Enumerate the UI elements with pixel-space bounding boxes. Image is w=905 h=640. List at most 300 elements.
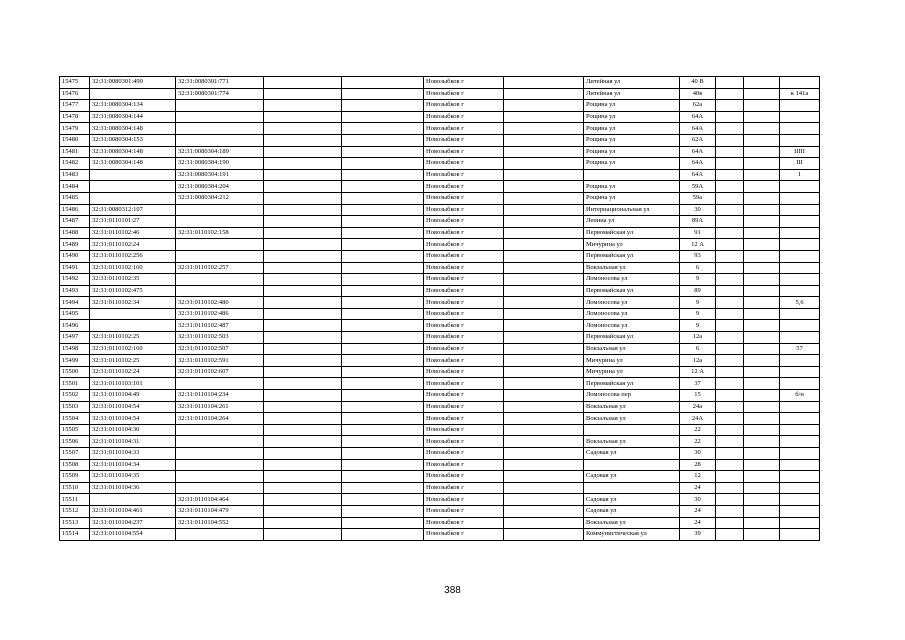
street-cell: Мичурина ул: [584, 366, 680, 378]
house-cell: 64А: [680, 158, 716, 170]
empty-cell-c: [504, 123, 584, 135]
empty-cell-e: [744, 320, 780, 332]
empty-cell-a: [264, 320, 342, 332]
table-row: [60, 343, 820, 355]
note-cell: [780, 413, 820, 425]
table-row: [60, 436, 820, 448]
empty-cell-c: [504, 471, 584, 483]
empty-cell-a: [264, 134, 342, 146]
empty-cell-e: [744, 378, 780, 390]
street-cell: Вокзальная ул: [584, 413, 680, 425]
building-number-cell: 32:31:0110102:158: [176, 227, 264, 239]
city-cell: Новозыбков г: [424, 343, 504, 355]
row-number-cell: 15501: [60, 378, 90, 390]
empty-cell-a: [264, 413, 342, 425]
empty-cell-e: [744, 134, 780, 146]
building-number-cell: [176, 471, 264, 483]
street-cell: Мичурина ул: [584, 239, 680, 251]
empty-cell-d: [716, 424, 744, 436]
empty-cell-a: [264, 378, 342, 390]
table-row: [60, 181, 820, 193]
empty-cell-b: [342, 343, 424, 355]
empty-cell-c: [504, 297, 584, 309]
city-cell: Новозыбков г: [424, 471, 504, 483]
row-number-cell: 15513: [60, 517, 90, 529]
house-cell: 24а: [680, 401, 716, 413]
empty-cell-c: [504, 285, 584, 297]
empty-cell-d: [716, 505, 744, 517]
building-number-cell: 32:31:0080304:189: [176, 146, 264, 158]
table-row: [60, 111, 820, 123]
empty-cell-c: [504, 100, 584, 112]
parcel-number-cell: 32:31:0110104:36: [90, 482, 176, 494]
note-cell: [780, 436, 820, 448]
empty-cell-c: [504, 204, 584, 216]
parcel-number-cell: 32:31:0110104:237: [90, 517, 176, 529]
street-cell: [584, 169, 680, 181]
city-cell: Новозыбков г: [424, 308, 504, 320]
table-row: [60, 413, 820, 425]
empty-cell-e: [744, 169, 780, 181]
table-row: [60, 320, 820, 332]
empty-cell-d: [716, 285, 744, 297]
street-cell: Коммунистическая ул: [584, 529, 680, 541]
empty-cell-e: [744, 436, 780, 448]
empty-cell-e: [744, 505, 780, 517]
table-row: [60, 505, 820, 517]
city-cell: Новозыбков г: [424, 88, 504, 100]
table-row: [60, 459, 820, 471]
building-number-cell: [176, 204, 264, 216]
building-number-cell: [176, 378, 264, 390]
house-cell: 24: [680, 517, 716, 529]
empty-cell-d: [716, 100, 744, 112]
house-cell: 9: [680, 308, 716, 320]
empty-cell-b: [342, 239, 424, 251]
note-cell: [780, 111, 820, 123]
empty-cell-d: [716, 366, 744, 378]
empty-cell-e: [744, 158, 780, 170]
house-cell: 9: [680, 320, 716, 332]
empty-cell-a: [264, 158, 342, 170]
empty-cell-b: [342, 77, 424, 89]
empty-cell-e: [744, 88, 780, 100]
empty-cell-c: [504, 216, 584, 228]
empty-cell-d: [716, 436, 744, 448]
city-cell: Новозыбков г: [424, 413, 504, 425]
empty-cell-c: [504, 158, 584, 170]
table-row: [60, 424, 820, 436]
table-row: [60, 227, 820, 239]
row-number-cell: 15496: [60, 320, 90, 332]
table-row: [60, 262, 820, 274]
table-row: [60, 77, 820, 89]
empty-cell-a: [264, 343, 342, 355]
row-number-cell: 15500: [60, 366, 90, 378]
street-cell: Ленина ул: [584, 216, 680, 228]
empty-cell-c: [504, 355, 584, 367]
parcel-number-cell: [90, 169, 176, 181]
empty-cell-d: [716, 227, 744, 239]
empty-cell-b: [342, 320, 424, 332]
empty-cell-a: [264, 111, 342, 123]
parcel-number-cell: [90, 181, 176, 193]
house-cell: 93: [680, 250, 716, 262]
empty-cell-a: [264, 216, 342, 228]
house-cell: 12 А: [680, 239, 716, 251]
building-number-cell: 32:31:0080304:191: [176, 169, 264, 181]
street-cell: Рощина ул: [584, 111, 680, 123]
note-cell: [780, 529, 820, 541]
note-cell: [780, 250, 820, 262]
city-cell: Новозыбков г: [424, 448, 504, 460]
parcel-number-cell: 32:31:0080304:148: [90, 123, 176, 135]
cadastral-table: [59, 76, 820, 541]
note-cell: III: [780, 158, 820, 170]
house-cell: 64А: [680, 123, 716, 135]
empty-cell-d: [716, 77, 744, 89]
parcel-number-cell: [90, 308, 176, 320]
empty-cell-e: [744, 227, 780, 239]
parcel-number-cell: [90, 494, 176, 506]
empty-cell-b: [342, 250, 424, 262]
empty-cell-a: [264, 355, 342, 367]
building-number-cell: [176, 285, 264, 297]
empty-cell-b: [342, 134, 424, 146]
table-row: [60, 366, 820, 378]
house-cell: 9: [680, 274, 716, 286]
building-number-cell: 32:31:0110102:591: [176, 355, 264, 367]
house-cell: 39: [680, 529, 716, 541]
street-cell: Вокзальная ул: [584, 517, 680, 529]
city-cell: Новозыбков г: [424, 320, 504, 332]
empty-cell-c: [504, 239, 584, 251]
empty-cell-e: [744, 448, 780, 460]
street-cell: [584, 424, 680, 436]
street-cell: Первомайская ул: [584, 227, 680, 239]
empty-cell-b: [342, 332, 424, 344]
city-cell: Новозыбков г: [424, 378, 504, 390]
city-cell: Новозыбков г: [424, 158, 504, 170]
table-row: [60, 355, 820, 367]
empty-cell-c: [504, 88, 584, 100]
empty-cell-a: [264, 529, 342, 541]
city-cell: Новозыбков г: [424, 401, 504, 413]
building-number-cell: [176, 448, 264, 460]
empty-cell-c: [504, 227, 584, 239]
empty-cell-a: [264, 146, 342, 158]
empty-cell-a: [264, 297, 342, 309]
empty-cell-a: [264, 262, 342, 274]
empty-cell-a: [264, 471, 342, 483]
city-cell: Новозыбков г: [424, 100, 504, 112]
street-cell: Рощина ул: [584, 134, 680, 146]
building-number-cell: 32:31:0110104:261: [176, 401, 264, 413]
city-cell: Новозыбков г: [424, 134, 504, 146]
table-row: [60, 192, 820, 204]
empty-cell-e: [744, 332, 780, 344]
note-cell: [780, 424, 820, 436]
parcel-number-cell: 32:31:0110102:475: [90, 285, 176, 297]
building-number-cell: 32:31:0110104:552: [176, 517, 264, 529]
empty-cell-c: [504, 320, 584, 332]
row-number-cell: 15490: [60, 250, 90, 262]
empty-cell-e: [744, 401, 780, 413]
empty-cell-a: [264, 448, 342, 460]
city-cell: Новозыбков г: [424, 390, 504, 402]
house-cell: 59А: [680, 181, 716, 193]
building-number-cell: 32:31:0110102:486: [176, 308, 264, 320]
row-number-cell: 15491: [60, 262, 90, 274]
city-cell: Новозыбков г: [424, 482, 504, 494]
empty-cell-d: [716, 332, 744, 344]
note-cell: [780, 366, 820, 378]
table-row: [60, 390, 820, 402]
street-cell: Вокзальная ул: [584, 343, 680, 355]
table-row: [60, 378, 820, 390]
house-cell: 30: [680, 204, 716, 216]
empty-cell-b: [342, 471, 424, 483]
street-cell: Рощина ул: [584, 158, 680, 170]
empty-cell-c: [504, 274, 584, 286]
parcel-number-cell: 32:31:0110104:554: [90, 529, 176, 541]
empty-cell-b: [342, 517, 424, 529]
city-cell: Новозыбков г: [424, 459, 504, 471]
parcel-number-cell: 32:31:0110101:27: [90, 216, 176, 228]
table-row: [60, 297, 820, 309]
empty-cell-a: [264, 436, 342, 448]
row-number-cell: 15499: [60, 355, 90, 367]
empty-cell-e: [744, 343, 780, 355]
empty-cell-a: [264, 192, 342, 204]
street-cell: Ломоносова пер: [584, 390, 680, 402]
note-cell: [780, 401, 820, 413]
street-cell: Литейная ул: [584, 88, 680, 100]
empty-cell-e: [744, 77, 780, 89]
parcel-number-cell: 32:31:0080304:134: [90, 100, 176, 112]
building-number-cell: 32:31:0110104:234: [176, 390, 264, 402]
parcel-number-cell: [90, 320, 176, 332]
empty-cell-b: [342, 482, 424, 494]
note-cell: [780, 274, 820, 286]
empty-cell-d: [716, 459, 744, 471]
note-cell: [780, 448, 820, 460]
building-number-cell: [176, 436, 264, 448]
row-number-cell: 15495: [60, 308, 90, 320]
house-cell: 30: [680, 448, 716, 460]
empty-cell-d: [716, 390, 744, 402]
note-cell: [780, 308, 820, 320]
street-cell: Вокзальная ул: [584, 436, 680, 448]
house-cell: 40в: [680, 88, 716, 100]
note-cell: 5,6: [780, 297, 820, 309]
empty-cell-c: [504, 308, 584, 320]
empty-cell-c: [504, 505, 584, 517]
note-cell: [780, 494, 820, 506]
row-number-cell: 15508: [60, 459, 90, 471]
house-cell: 37: [680, 378, 716, 390]
parcel-number-cell: 32:31:0110102:25: [90, 332, 176, 344]
empty-cell-a: [264, 239, 342, 251]
parcel-number-cell: 32:31:0110102:35: [90, 274, 176, 286]
parcel-number-cell: 32:31:0110104:54: [90, 401, 176, 413]
building-number-cell: [176, 424, 264, 436]
table-row: [60, 285, 820, 297]
empty-cell-a: [264, 285, 342, 297]
table-row: [60, 100, 820, 112]
empty-cell-a: [264, 482, 342, 494]
row-number-cell: 15478: [60, 111, 90, 123]
empty-cell-d: [716, 529, 744, 541]
table-row: [60, 401, 820, 413]
street-cell: Первомайская ул: [584, 250, 680, 262]
empty-cell-c: [504, 529, 584, 541]
empty-cell-b: [342, 494, 424, 506]
empty-cell-d: [716, 123, 744, 135]
table-row: [60, 239, 820, 251]
table-row: [60, 146, 820, 158]
empty-cell-a: [264, 308, 342, 320]
empty-cell-d: [716, 88, 744, 100]
empty-cell-c: [504, 332, 584, 344]
empty-cell-e: [744, 471, 780, 483]
empty-cell-a: [264, 424, 342, 436]
empty-cell-b: [342, 123, 424, 135]
parcel-number-cell: 32:31:0110102:24: [90, 366, 176, 378]
empty-cell-d: [716, 134, 744, 146]
empty-cell-b: [342, 227, 424, 239]
building-number-cell: 32:31:0080304:212: [176, 192, 264, 204]
house-cell: 12: [680, 471, 716, 483]
empty-cell-d: [716, 192, 744, 204]
empty-cell-d: [716, 181, 744, 193]
empty-cell-b: [342, 262, 424, 274]
empty-cell-d: [716, 262, 744, 274]
empty-cell-a: [264, 77, 342, 89]
empty-cell-c: [504, 482, 584, 494]
empty-cell-c: [504, 390, 584, 402]
row-number-cell: 15477: [60, 100, 90, 112]
city-cell: Новозыбков г: [424, 216, 504, 228]
row-number-cell: 15492: [60, 274, 90, 286]
row-number-cell: 15511: [60, 494, 90, 506]
street-cell: Литейная ул: [584, 77, 680, 89]
house-cell: 6: [680, 262, 716, 274]
empty-cell-c: [504, 250, 584, 262]
parcel-number-cell: 32:31:0080304:153: [90, 134, 176, 146]
table-row: [60, 482, 820, 494]
empty-cell-d: [716, 158, 744, 170]
parcel-number-cell: 32:31:0080304:148: [90, 158, 176, 170]
table-row: [60, 88, 820, 100]
street-cell: Интернациональная ул: [584, 204, 680, 216]
row-number-cell: 15509: [60, 471, 90, 483]
street-cell: Ломоносова ул: [584, 320, 680, 332]
empty-cell-b: [342, 390, 424, 402]
row-number-cell: 15505: [60, 424, 90, 436]
note-cell: [780, 192, 820, 204]
row-number-cell: 15502: [60, 390, 90, 402]
building-number-cell: [176, 239, 264, 251]
empty-cell-c: [504, 517, 584, 529]
empty-cell-c: [504, 77, 584, 89]
city-cell: Новозыбков г: [424, 169, 504, 181]
building-number-cell: 32:31:0080301:771: [176, 77, 264, 89]
city-cell: Новозыбков г: [424, 181, 504, 193]
building-number-cell: 32:31:0110104:464: [176, 494, 264, 506]
house-cell: 22: [680, 436, 716, 448]
building-number-cell: 32:31:0110104:479: [176, 505, 264, 517]
empty-cell-d: [716, 169, 744, 181]
empty-cell-c: [504, 378, 584, 390]
street-cell: Рощина ул: [584, 192, 680, 204]
row-number-cell: 15488: [60, 227, 90, 239]
parcel-number-cell: 32:31:0110104:54: [90, 413, 176, 425]
empty-cell-d: [716, 482, 744, 494]
empty-cell-d: [716, 111, 744, 123]
empty-cell-e: [744, 459, 780, 471]
parcel-number-cell: 32:31:0110104:30: [90, 424, 176, 436]
empty-cell-a: [264, 181, 342, 193]
empty-cell-e: [744, 297, 780, 309]
note-cell: [780, 482, 820, 494]
empty-cell-b: [342, 204, 424, 216]
row-number-cell: 15503: [60, 401, 90, 413]
table-row: [60, 123, 820, 135]
street-cell: Садовая ул: [584, 471, 680, 483]
city-cell: Новозыбков г: [424, 366, 504, 378]
empty-cell-e: [744, 181, 780, 193]
empty-cell-a: [264, 505, 342, 517]
empty-cell-e: [744, 517, 780, 529]
row-number-cell: 15510: [60, 482, 90, 494]
house-cell: 9: [680, 297, 716, 309]
empty-cell-e: [744, 355, 780, 367]
empty-cell-e: [744, 192, 780, 204]
empty-cell-c: [504, 169, 584, 181]
note-cell: [780, 134, 820, 146]
empty-cell-c: [504, 146, 584, 158]
note-cell: к 141а: [780, 88, 820, 100]
empty-cell-b: [342, 146, 424, 158]
street-cell: Ломоносова ул: [584, 297, 680, 309]
note-cell: б/н: [780, 390, 820, 402]
parcel-number-cell: 32:31:0080304:144: [90, 111, 176, 123]
empty-cell-b: [342, 424, 424, 436]
empty-cell-b: [342, 274, 424, 286]
building-number-cell: 32:31:0110102:257: [176, 262, 264, 274]
city-cell: Новозыбков г: [424, 274, 504, 286]
empty-cell-d: [716, 494, 744, 506]
note-cell: [780, 355, 820, 367]
empty-cell-b: [342, 111, 424, 123]
house-cell: 89: [680, 285, 716, 297]
empty-cell-b: [342, 355, 424, 367]
empty-cell-c: [504, 134, 584, 146]
empty-cell-a: [264, 517, 342, 529]
parcel-number-cell: 32:31:0110104:49: [90, 390, 176, 402]
note-cell: [780, 227, 820, 239]
note-cell: [780, 262, 820, 274]
building-number-cell: 32:31:0110104:264: [176, 413, 264, 425]
empty-cell-d: [716, 204, 744, 216]
empty-cell-a: [264, 123, 342, 135]
row-number-cell: 15480: [60, 134, 90, 146]
street-cell: Садовая ул: [584, 494, 680, 506]
table-row: [60, 169, 820, 181]
empty-cell-b: [342, 297, 424, 309]
city-cell: Новозыбков г: [424, 227, 504, 239]
